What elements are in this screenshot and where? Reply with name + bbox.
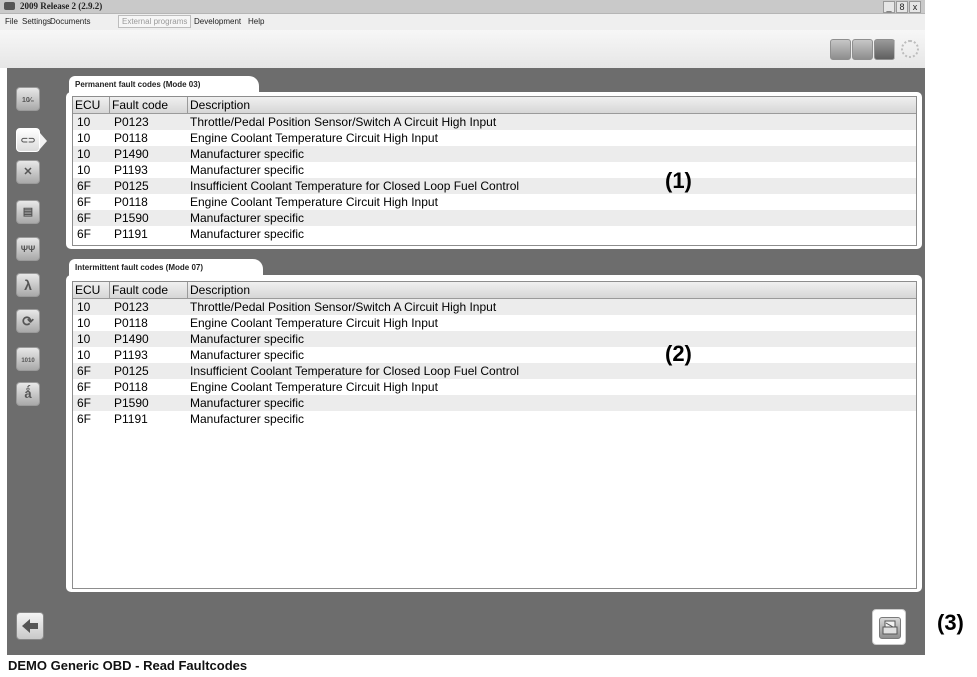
- list-header: [73, 282, 916, 299]
- permanent-fault-codes-list[interactable]: [72, 96, 917, 246]
- cell-ecu: 10: [77, 348, 91, 362]
- cell-description: Manufacturer specific: [190, 348, 305, 362]
- arrow-left-icon: [17, 613, 43, 639]
- toolbar-divider: [894, 40, 895, 58]
- annotation-2: (2): [665, 341, 692, 366]
- menu-file[interactable]: File: [5, 17, 18, 26]
- cell-description: Engine Coolant Temperature Circuit High Input: [190, 316, 438, 330]
- cell-fault-code: P0123: [114, 115, 149, 129]
- cell-ecu: 10: [77, 131, 91, 145]
- table-row[interactable]: [73, 331, 916, 347]
- cell-description: Throttle/Pedal Position Sensor/Switch A Circuit High Input: [190, 115, 497, 129]
- readiness-icon: ⟳: [22, 313, 34, 329]
- cell-ecu: 10: [77, 147, 91, 161]
- cell-description: Manufacturer specific: [190, 412, 305, 426]
- column-fault-code[interactable]: Fault code: [110, 97, 188, 113]
- cell-description: Insufficient Coolant Temperature for Closed Loop Fuel Control: [190, 364, 520, 378]
- sidebar-btn-fault-codes[interactable]: [16, 128, 40, 152]
- cell-ecu: 6F: [77, 412, 92, 426]
- cell-description: Engine Coolant Temperature Circuit High Input: [190, 131, 438, 145]
- sidebar-btn-binary[interactable]: [16, 347, 40, 371]
- cell-fault-code: P0118: [114, 316, 148, 330]
- table-row[interactable]: [73, 379, 916, 395]
- table-row[interactable]: [73, 146, 916, 162]
- cell-description: Engine Coolant Temperature Circuit High Input: [190, 380, 438, 394]
- intermittent-fault-codes-list[interactable]: [72, 281, 917, 589]
- cell-description: Manufacturer specific: [190, 163, 305, 177]
- cell-description: Insufficient Coolant Temperature for Closed Loop Fuel Control: [190, 179, 520, 193]
- cell-ecu: 6F: [77, 396, 92, 410]
- vehicle-select-icon[interactable]: [852, 39, 873, 60]
- cell-ecu: 10: [77, 115, 91, 129]
- tab-permanent-fault-codes[interactable]: Permanent fault codes (Mode 03): [69, 76, 259, 94]
- table-row[interactable]: [73, 130, 916, 146]
- cell-ecu: 6F: [77, 364, 92, 378]
- cell-ecu: 10: [77, 163, 91, 177]
- vehicle-info-icon: ǻ: [24, 386, 32, 401]
- sidebar-btn-freeze-frame[interactable]: [16, 200, 40, 224]
- loading-spinner-icon: [901, 40, 919, 58]
- menu-external-programs[interactable]: External programs: [118, 15, 191, 28]
- toolbar: [0, 30, 925, 68]
- oxygen-sensor-icon: ΨΨ: [20, 244, 36, 254]
- print-button[interactable]: [872, 609, 906, 645]
- cell-fault-code: P0118: [114, 131, 148, 145]
- menu-development[interactable]: Development: [194, 17, 242, 26]
- clear-codes-icon: ✕: [23, 166, 33, 178]
- cell-fault-code: P1193: [114, 348, 148, 362]
- sidebar-btn-rpm[interactable]: [16, 87, 40, 111]
- table-row[interactable]: [73, 178, 916, 194]
- freeze-frame-icon: ▤: [22, 206, 34, 218]
- cell-fault-code: P0125: [114, 179, 149, 193]
- cell-fault-code: P1191: [114, 412, 148, 426]
- cell-fault-code: P1193: [114, 163, 148, 177]
- fault-codes-icon: ⊂⊃: [20, 135, 36, 145]
- cell-fault-code: P1590: [114, 396, 149, 410]
- cell-fault-code: P0118: [114, 380, 148, 394]
- cell-fault-code: P1191: [114, 227, 148, 241]
- cell-fault-code: P1590: [114, 211, 149, 225]
- window-title: 2009 Release 2 (2.9.2): [20, 1, 103, 11]
- cell-description: Manufacturer specific: [190, 227, 305, 241]
- table-row[interactable]: [73, 395, 916, 411]
- tab-intermittent-fault-codes[interactable]: Intermittent fault codes (Mode 07): [69, 259, 263, 277]
- status-bar: [0, 655, 977, 677]
- sidebar-btn-vehicle-info[interactable]: [16, 382, 40, 406]
- column-ecu[interactable]: ECU: [73, 97, 110, 113]
- cell-description: Manufacturer specific: [190, 332, 305, 346]
- cell-fault-code: P0118: [114, 195, 148, 209]
- column-fault-code[interactable]: Fault code: [110, 282, 188, 298]
- cell-ecu: 6F: [77, 380, 92, 394]
- cell-ecu: 6F: [77, 179, 92, 193]
- cell-ecu: 6F: [77, 211, 92, 225]
- annotation-1: (1): [665, 168, 692, 193]
- binary-data-icon: 1010: [21, 358, 35, 364]
- menu-documents[interactable]: Documents: [50, 17, 91, 26]
- print-icon: [879, 617, 901, 639]
- permanent-fault-codes-panel: [66, 92, 922, 249]
- table-row[interactable]: [73, 299, 916, 315]
- minimize-button[interactable]: _: [883, 1, 895, 13]
- column-description[interactable]: Description: [190, 283, 251, 297]
- diagnostics-icon[interactable]: [874, 39, 895, 60]
- rpm-gauge-icon: 10⁄₀: [21, 97, 35, 104]
- table-row[interactable]: [73, 411, 916, 427]
- intermittent-fault-codes-panel: [66, 275, 922, 592]
- sidebar-btn-clear-codes[interactable]: [16, 160, 40, 184]
- cell-description: Manufacturer specific: [190, 396, 305, 410]
- list-header: [73, 97, 916, 114]
- lambda-icon: λ: [24, 277, 32, 293]
- cell-ecu: 10: [77, 332, 91, 346]
- table-row[interactable]: [73, 363, 916, 379]
- column-description[interactable]: Description: [190, 98, 251, 112]
- title-bar: [0, 0, 925, 14]
- app-icon: [4, 2, 15, 10]
- table-row[interactable]: [73, 114, 916, 130]
- menu-help[interactable]: Help: [248, 17, 265, 26]
- annotation-3: (3): [937, 610, 964, 635]
- cell-ecu: 6F: [77, 195, 92, 209]
- cell-description: Manufacturer specific: [190, 211, 305, 225]
- cell-fault-code: P1490: [114, 147, 149, 161]
- cell-description: Engine Coolant Temperature Circuit High Input: [190, 195, 438, 209]
- cell-description: Manufacturer specific: [190, 147, 305, 161]
- cell-fault-code: P0125: [114, 364, 149, 378]
- column-ecu[interactable]: ECU: [73, 282, 110, 298]
- cell-ecu: 10: [77, 316, 91, 330]
- sidebar-btn-readiness[interactable]: [16, 309, 40, 333]
- menu-bar: [0, 14, 925, 30]
- cell-ecu: 10: [77, 300, 91, 314]
- sidebar-btn-lambda[interactable]: [16, 273, 40, 297]
- menu-settings[interactable]: Settings: [22, 17, 51, 26]
- close-button[interactable]: x: [909, 1, 921, 13]
- table-row[interactable]: [73, 162, 916, 178]
- table-row[interactable]: [73, 315, 916, 331]
- maximize-button[interactable]: 8: [896, 1, 908, 13]
- cell-fault-code: P1490: [114, 332, 149, 346]
- connection-icon[interactable]: [830, 39, 851, 60]
- table-row[interactable]: [73, 194, 916, 210]
- back-button[interactable]: [16, 612, 44, 640]
- cell-description: Throttle/Pedal Position Sensor/Switch A Circuit High Input: [190, 300, 497, 314]
- sidebar-btn-oxygen[interactable]: [16, 237, 40, 261]
- cell-ecu: 6F: [77, 227, 92, 241]
- table-row[interactable]: [73, 210, 916, 226]
- window-controls: [883, 1, 921, 13]
- table-row[interactable]: [73, 347, 916, 363]
- cell-fault-code: P0123: [114, 300, 149, 314]
- table-row[interactable]: [73, 226, 916, 242]
- status-text: DEMO Generic OBD - Read Faultcodes: [8, 658, 248, 673]
